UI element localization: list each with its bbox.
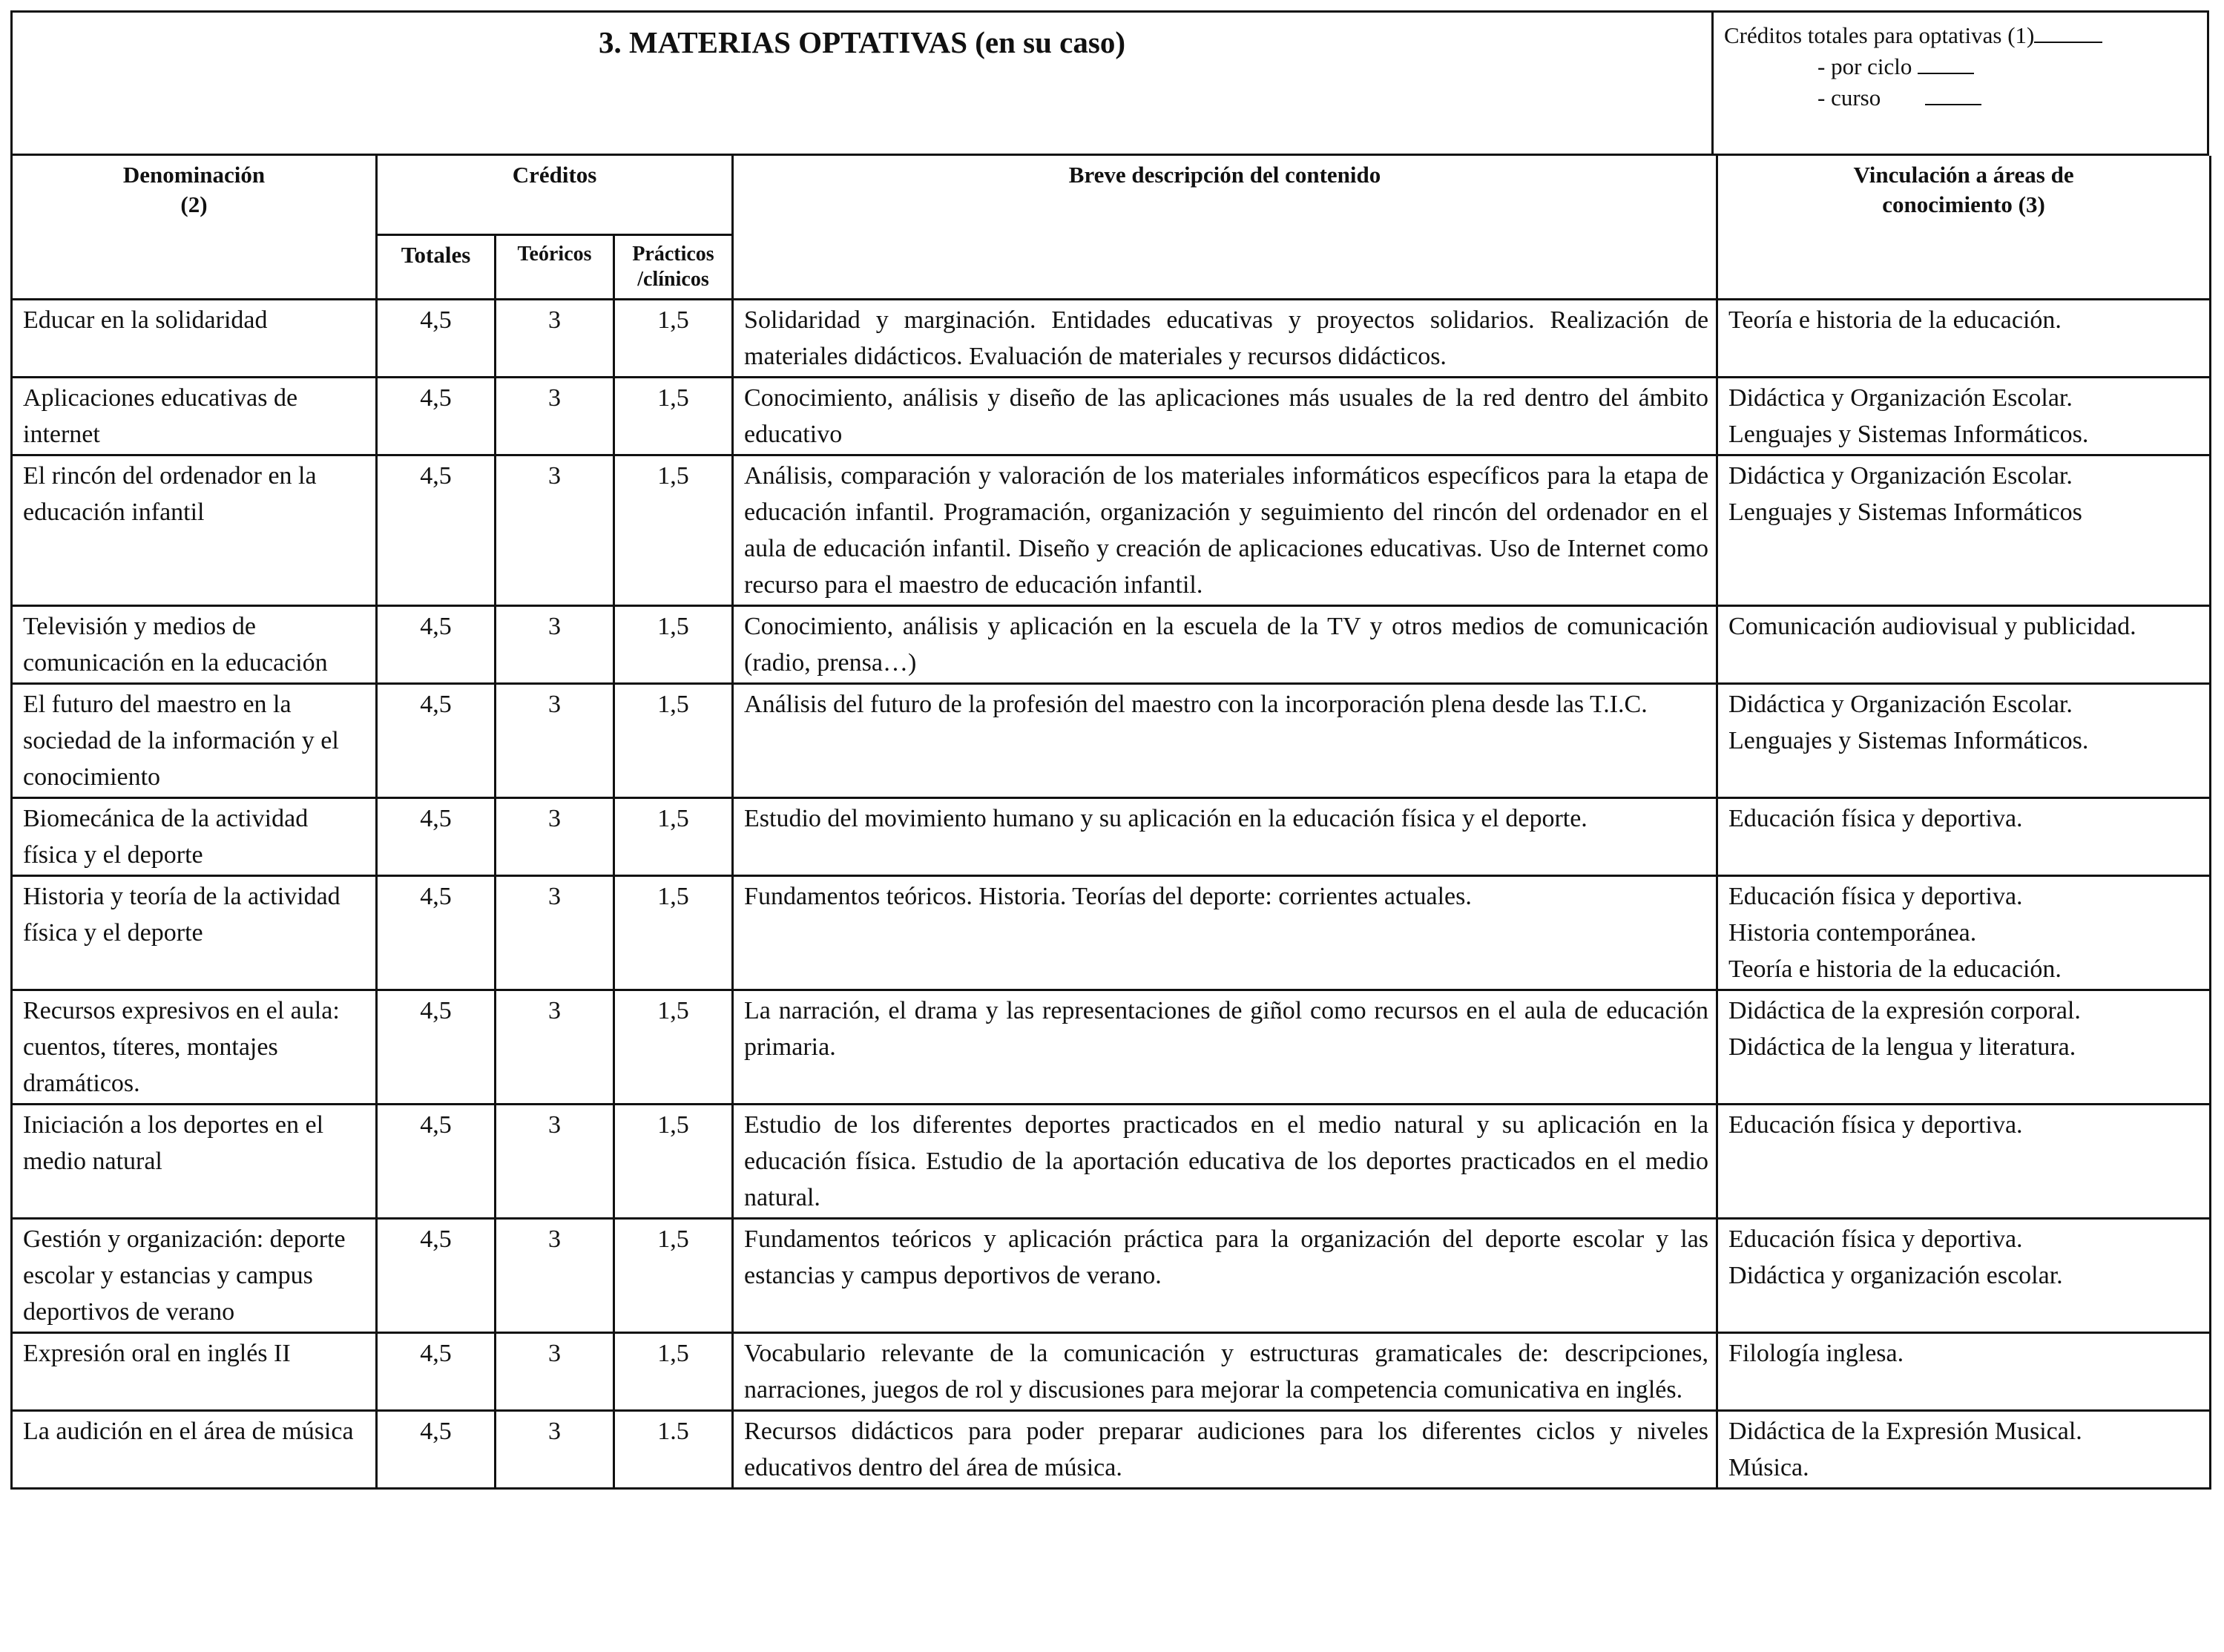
table-row <box>12 1410 2211 1488</box>
knowledge-area: Didáctica y Organización Escolar. <box>1728 384 2073 412</box>
subject-name: Expresión oral en inglés II <box>12 1332 377 1410</box>
credits-total: 4,5 <box>377 1332 496 1410</box>
credits-theory: 3 <box>496 1410 614 1488</box>
knowledge-area: Didáctica y Organización Escolar. <box>1728 690 2073 718</box>
credits-theory: 3 <box>496 683 614 797</box>
content-description: Conocimiento, análisis y aplicación en la escuela de la TV y otros medios de comunicación (radio, prensa…) <box>733 605 1717 683</box>
content-description: Estudio de los diferentes deportes practicados en el medio natural y su aplicación en la educación física. Estudio de la aportación educativa de los deportes practicados en el medio natural. <box>733 1104 1717 1218</box>
credits-theory: 3 <box>496 1332 614 1410</box>
credits-total: 4,5 <box>377 299 496 377</box>
credits-practice: 1,5 <box>614 1332 733 1410</box>
subject-name: Televisión y medios de comunicación en la educación <box>12 605 377 683</box>
credits-theory: 3 <box>496 299 614 377</box>
credits-theory: 3 <box>496 377 614 455</box>
credits-practice: 1,5 <box>614 990 733 1104</box>
content-description: Análisis, comparación y valoración de los materiales informáticos específicos para la etapa de educación infantil. Programación, organización y seguimiento del rincón del ordenador en el aula de educación infantil. Diseño y creación de aplicaciones educativas. Uso de Internet como recurso para el maestro de educación infantil. <box>733 455 1717 605</box>
knowledge-areas <box>1717 683 2211 797</box>
subject-name: El rincón del ordenador en la educación infantil <box>12 455 377 605</box>
credits-total: 4,5 <box>377 377 496 455</box>
credits-total: 4,5 <box>377 797 496 875</box>
header-vinculacion: Vinculación a áreas de conocimiento (3) <box>1717 156 2211 299</box>
knowledge-areas <box>1717 1104 2211 1218</box>
subject-name: Gestión y organización: deporte escolar y estancias y campus deportivos de verano <box>12 1218 377 1332</box>
document-page <box>10 10 2209 1490</box>
section-header <box>10 10 2209 156</box>
table-row <box>12 1332 2211 1410</box>
knowledge-area: Lenguajes y Sistemas Informáticos. <box>1728 420 2089 448</box>
optional-subjects-table <box>10 156 2211 1490</box>
header-teoricos: Teóricos <box>496 234 614 299</box>
subject-name: Biomecánica de la actividad física y el deporte <box>12 797 377 875</box>
header-denominacion: Denominación (2) <box>12 156 377 299</box>
table-row <box>12 605 2211 683</box>
subject-name: Educar en la solidaridad <box>12 299 377 377</box>
content-description: Recursos didácticos para poder preparar audiciones para los diferentes ciclos y niveles educativos dentro del área de música. <box>733 1410 1717 1488</box>
knowledge-area: Teoría e historia de la educación. <box>1728 955 2062 983</box>
per-cycle-label: - por ciclo <box>1817 53 1912 79</box>
credits-practice: 1,5 <box>614 299 733 377</box>
credits-practice: 1,5 <box>614 875 733 990</box>
knowledge-area: Didáctica y Organización Escolar. <box>1728 461 2073 490</box>
credits-practice: 1,5 <box>614 455 733 605</box>
content-description: Análisis del futuro de la profesión del maestro con la incorporación plena desde las T.I.C. <box>733 683 1717 797</box>
content-description: Solidaridad y marginación. Entidades educativas y proyectos solidarios. Realización de materiales didácticos. Evaluación de materiales y recursos didácticos. <box>733 299 1717 377</box>
content-description: Vocabulario relevante de la comunicación y estructuras gramaticales de: descripciones, narraciones, juegos de rol y discusiones para mejorar la competencia comunicativa en inglés. <box>733 1332 1717 1410</box>
credits-theory: 3 <box>496 605 614 683</box>
content-description: Estudio del movimiento humano y su aplicación en la educación física y el deporte. <box>733 797 1717 875</box>
knowledge-area: Teoría e historia de la educación. <box>1728 306 2062 334</box>
credits-practice: 1,5 <box>614 683 733 797</box>
content-description: Fundamentos teóricos y aplicación práctica para la organización del deporte escolar y las estancias y campus deportivos de verano. <box>733 1218 1717 1332</box>
content-description: Fundamentos teóricos. Historia. Teorías del deporte: corrientes actuales. <box>733 875 1717 990</box>
credits-total: 4,5 <box>377 1104 496 1218</box>
table-row <box>12 1104 2211 1218</box>
subject-name: El futuro del maestro en la sociedad de la información y el conocimiento <box>12 683 377 797</box>
subject-name: Iniciación a los deportes en el medio natural <box>12 1104 377 1218</box>
credits-total: 4,5 <box>377 1410 496 1488</box>
knowledge-area: Educación física y deportiva. <box>1728 1225 2023 1253</box>
credits-summary-box <box>1714 13 2207 154</box>
table-row <box>12 875 2211 990</box>
table-row <box>12 683 2211 797</box>
knowledge-areas <box>1717 377 2211 455</box>
credits-theory: 3 <box>496 455 614 605</box>
knowledge-area: Lenguajes y Sistemas Informáticos. <box>1728 726 2089 754</box>
knowledge-area: Comunicación audiovisual y publicidad. <box>1728 612 2136 640</box>
credits-total: 4,5 <box>377 605 496 683</box>
subject-name: Aplicaciones educativas de internet <box>12 377 377 455</box>
knowledge-area: Filología inglesa. <box>1728 1339 1904 1367</box>
credits-total: 4,5 <box>377 990 496 1104</box>
content-description: Conocimiento, análisis y diseño de las aplicaciones más usuales de la red dentro del ámbito educativo <box>733 377 1717 455</box>
total-credits-blank <box>2034 41 2102 43</box>
credits-practice: 1,5 <box>614 605 733 683</box>
table-row <box>12 377 2211 455</box>
credits-practice: 1,5 <box>614 377 733 455</box>
per-course-blank <box>1925 103 1981 105</box>
knowledge-areas <box>1717 797 2211 875</box>
total-credits-label: Créditos totales para optativas (1) <box>1724 22 2035 48</box>
knowledge-area: Educación física y deportiva. <box>1728 1110 2023 1139</box>
table-body <box>12 299 2211 1488</box>
header-practicos: Prácticos /clínicos <box>614 234 733 299</box>
credits-practice: 1,5 <box>614 797 733 875</box>
credits-total: 4,5 <box>377 1218 496 1332</box>
section-title: 3. MATERIAS OPTATIVAS (en su caso) <box>13 13 1714 154</box>
knowledge-area: Educación física y deportiva. <box>1728 882 2023 910</box>
knowledge-area: Didáctica de la Expresión Musical. <box>1728 1417 2082 1445</box>
table-row <box>12 455 2211 605</box>
knowledge-areas <box>1717 299 2211 377</box>
credits-total: 4,5 <box>377 455 496 605</box>
knowledge-areas <box>1717 875 2211 990</box>
subject-name: Recursos expresivos en el aula: cuentos, títeres, montajes dramáticos. <box>12 990 377 1104</box>
per-course-label: - curso <box>1817 85 1881 111</box>
credits-theory: 3 <box>496 875 614 990</box>
knowledge-areas <box>1717 1218 2211 1332</box>
credits-theory: 3 <box>496 797 614 875</box>
knowledge-area: Didáctica de la lengua y literatura. <box>1728 1033 2076 1061</box>
credits-total: 4,5 <box>377 875 496 990</box>
credits-practice: 1.5 <box>614 1410 733 1488</box>
content-description: La narración, el drama y las representaciones de giñol como recursos en el aula de educación primaria. <box>733 990 1717 1104</box>
table-row <box>12 1218 2211 1332</box>
knowledge-areas <box>1717 1332 2211 1410</box>
knowledge-area: Educación física y deportiva. <box>1728 804 2023 832</box>
credits-practice: 1,5 <box>614 1104 733 1218</box>
credits-total: 4,5 <box>377 683 496 797</box>
header-creditos: Créditos <box>377 156 733 234</box>
header-descripcion: Breve descripción del contenido <box>733 156 1717 299</box>
header-totales: Totales <box>377 234 496 299</box>
subject-name: Historia y teoría de la actividad física y el deporte <box>12 875 377 990</box>
credits-theory: 3 <box>496 990 614 1104</box>
table-row <box>12 990 2211 1104</box>
knowledge-area: Historia contemporánea. <box>1728 918 1977 947</box>
table-row <box>12 299 2211 377</box>
subject-name: La audición en el área de música <box>12 1410 377 1488</box>
credits-theory: 3 <box>496 1218 614 1332</box>
knowledge-areas <box>1717 605 2211 683</box>
credits-theory: 3 <box>496 1104 614 1218</box>
knowledge-area: Música. <box>1728 1453 1809 1481</box>
credits-practice: 1,5 <box>614 1218 733 1332</box>
knowledge-areas <box>1717 1410 2211 1488</box>
knowledge-area: Didáctica y organización escolar. <box>1728 1261 2063 1289</box>
knowledge-areas <box>1717 990 2211 1104</box>
knowledge-area: Didáctica de la expresión corporal. <box>1728 996 2081 1024</box>
knowledge-area: Lenguajes y Sistemas Informáticos <box>1728 498 2082 526</box>
knowledge-areas <box>1717 455 2211 605</box>
per-cycle-blank <box>1918 72 1974 74</box>
table-row <box>12 797 2211 875</box>
